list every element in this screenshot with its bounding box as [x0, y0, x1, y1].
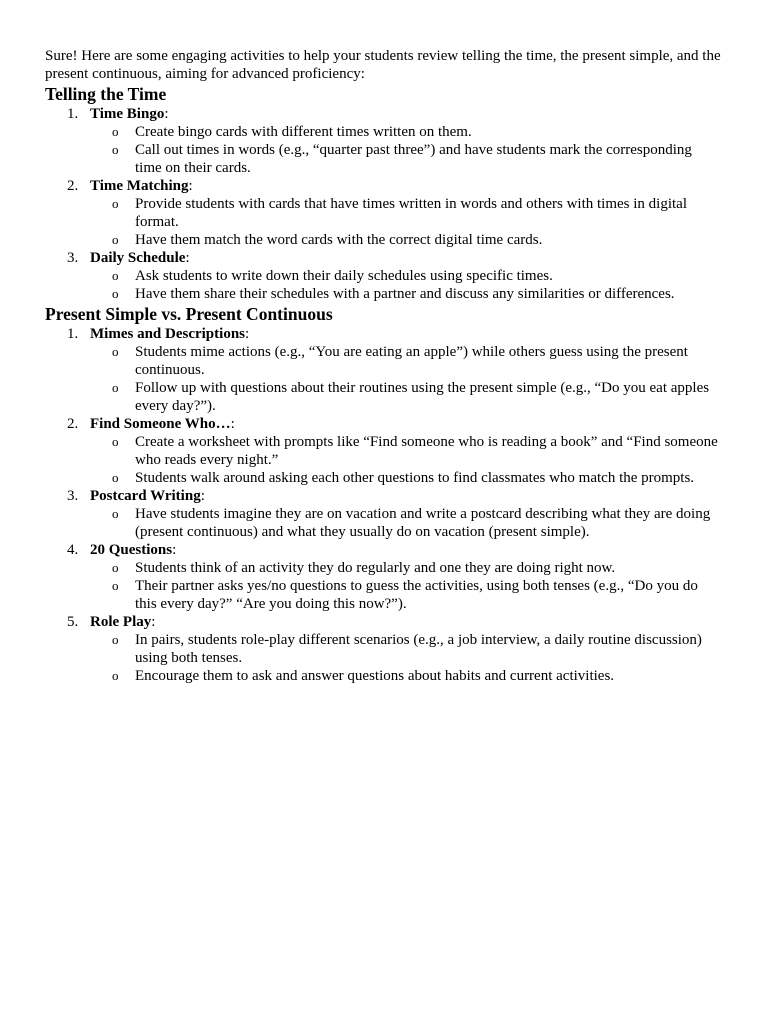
list-item [90, 433, 722, 469]
subitem-text: Have them match the word cards with the correct digital time cards. [135, 232, 543, 248]
activity-number: 1. [67, 326, 79, 342]
activity-item [45, 105, 722, 177]
activity-subitems [90, 559, 722, 613]
activity-colon: : [172, 542, 177, 558]
activity-title: Find Someone Who… [90, 416, 231, 432]
bullet-icon: o [112, 560, 119, 575]
subitem-text: Encourage them to ask and answer questions about habits and current activities. [135, 668, 615, 684]
subitem-text: Students walk around asking each other questions to find classmates who match the prompts. [135, 470, 695, 486]
activity-number: 3. [67, 250, 79, 266]
activity-item [45, 249, 722, 303]
activity-title: Role Play [90, 614, 152, 630]
activity-title: 20 Questions [90, 542, 173, 558]
activity-list-present-simple-vs-continuous [45, 325, 722, 685]
activity-number: 2. [67, 178, 79, 194]
subitem-text: Provide students with cards that have times written in words and others with times in digital format. [135, 196, 687, 230]
bullet-icon: o [112, 196, 119, 211]
activity-title: Mimes and Descriptions [90, 326, 245, 342]
bullet-icon: o [112, 668, 119, 683]
subitem-text: Follow up with questions about their routines using the present simple (e.g., “Do you eat apples every day?”). [135, 380, 710, 414]
activity-item [45, 177, 722, 249]
activity-colon: : [164, 106, 169, 122]
activity-item [45, 415, 722, 487]
bullet-icon: o [112, 632, 119, 647]
list-item [90, 267, 722, 285]
list-item [90, 231, 722, 249]
activity-colon: : [230, 416, 235, 432]
list-item [90, 285, 722, 303]
list-item [90, 667, 722, 685]
activity-subitems [90, 631, 722, 685]
activity-title: Time Bingo [90, 106, 165, 122]
subitem-text: Students mime actions (e.g., “You are eating an apple”) while others guess using the present continuous. [135, 344, 688, 378]
activity-number: 1. [67, 106, 79, 122]
activity-subitems [90, 195, 722, 249]
bullet-icon: o [112, 142, 119, 157]
activity-subitems [90, 267, 722, 303]
subitem-text: Their partner asks yes/no questions to guess the activities, using both tenses (e.g., “Do you do this every day?” “Are you doing this now?”). [135, 578, 698, 612]
activity-title: Daily Schedule [90, 250, 186, 266]
activity-colon: : [151, 614, 156, 630]
activity-title: Time Matching [90, 178, 189, 194]
activity-title: Postcard Writing [90, 488, 201, 504]
activity-colon: : [185, 250, 190, 266]
list-item [90, 141, 722, 177]
activity-subitems [90, 505, 722, 541]
bullet-icon: o [112, 268, 119, 283]
subitem-text: Call out times in words (e.g., “quarter past three”) and have students mark the corresponding time on their cards. [135, 142, 692, 176]
activity-subitems [90, 433, 722, 487]
list-item [90, 123, 722, 141]
activity-number: 2. [67, 416, 79, 432]
list-item [90, 505, 722, 541]
section-heading-telling-the-time: Telling the Time [45, 84, 167, 104]
activity-number: 3. [67, 488, 79, 504]
intro-paragraph: Sure! Here are some engaging activities to help your students review telling the time, the present simple, and the present continuous, aiming for advanced proficiency: [45, 48, 721, 82]
subitem-text: Ask students to write down their daily schedules using specific times. [135, 268, 553, 284]
list-item [90, 195, 722, 231]
subitem-text: Create a worksheet with prompts like “Find someone who is reading a book” and “Find someone who reads every night.” [135, 434, 718, 468]
activity-colon: : [188, 178, 193, 194]
list-item [90, 631, 722, 667]
list-item [90, 379, 722, 415]
activity-item [45, 613, 722, 685]
bullet-icon: o [112, 124, 119, 139]
subitem-text: Create bingo cards with different times written on them. [135, 124, 472, 140]
subitem-text: Students think of an activity they do regularly and one they are doing right now. [135, 560, 616, 576]
bullet-icon: o [112, 380, 119, 395]
activity-item [45, 487, 722, 541]
activity-colon: : [245, 326, 250, 342]
bullet-icon: o [112, 344, 119, 359]
list-item [90, 469, 722, 487]
activity-subitems [90, 123, 722, 177]
list-item [90, 343, 722, 379]
activity-subitems [90, 343, 722, 415]
activity-colon: : [200, 488, 205, 504]
bullet-icon: o [112, 470, 119, 485]
section-heading-present-simple-vs-continuous: Present Simple vs. Present Continuous [45, 304, 333, 324]
subitem-text: Have them share their schedules with a partner and discuss any similarities or differences. [135, 286, 675, 302]
bullet-icon: o [112, 286, 119, 301]
bullet-icon: o [112, 506, 119, 521]
bullet-icon: o [112, 578, 119, 593]
activity-number: 5. [67, 614, 79, 630]
activity-item [45, 541, 722, 613]
bullet-icon: o [112, 232, 119, 247]
activity-number: 4. [67, 542, 79, 558]
subitem-text: Have students imagine they are on vacation and write a postcard describing what they are doing (present continuous) and what they usually do on vacation (present simple). [135, 506, 711, 540]
activity-list-telling-the-time [45, 105, 722, 303]
activity-item [45, 325, 722, 415]
subitem-text: In pairs, students role-play different scenarios (e.g., a job interview, a daily routine discussion) using both tenses. [135, 632, 702, 666]
bullet-icon: o [112, 434, 119, 449]
list-item [90, 577, 722, 613]
list-item [90, 559, 722, 577]
